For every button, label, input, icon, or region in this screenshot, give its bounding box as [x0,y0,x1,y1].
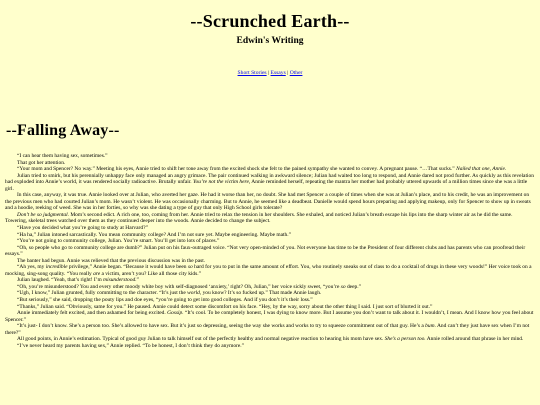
story-text: The banter had begun. Annie was relieved that the previous discussion was in the past. [17,257,206,264]
story-text: deep.” [345,283,361,290]
story-text: “You’re not going to community college, Julian. You’re smart. You’ll get into lots of places.” [17,238,220,245]
story-paragraph [5,264,534,277]
story-text: “Ah yes, my [17,264,46,271]
story-text: All good points, in Annie’s estimation. Typical of good guy Julian to talk himself out of the perfectly healthy and normal negative reaction to hearing his mom have sex. [17,336,385,343]
story-text: privilege,” Annie began. “Because it would have been [67,264,188,271]
story-italic-text: Nailed that one, Annie. [456,166,507,173]
story-text: “Have you decided what you’re going to study at Harvard?” [17,225,148,232]
story-text: “Ha ha,” Julian intoned sarcastically. You mean community college? And I’m not sure yet. Maybe engineering. Maybe math.” [17,231,292,238]
story-italic-text: bum [425,323,435,330]
nav-separator: | [285,70,290,76]
story-text: .” [135,277,139,284]
story-text: a victim, aren’t you? Like all those city kids.” [100,270,202,277]
site-title: --Scrunched Earth-- [190,11,350,31]
story-italic-text: misunderstood [103,277,136,284]
story-text: “I can hear them having sex, sometimes.” [17,153,108,159]
story-italic-text: You’re not the victim here, [193,179,251,186]
story-italic-text: She’s a person too. [384,336,426,343]
nav-separator: | [266,70,271,76]
story-text: Annie reminded herself, repeating the mantra her mother had probably uttered upwards of a million times since she was a little girl. [5,179,528,192]
story-text: In this case, anyway, it was true. Annie looked over at Julian, who averted her gaze. He had it worse than her, no doubt. She had met Spencer a couple of times when she was at Julian’s place, and to his credit, he was an improvement on the previous men who had courted Julian’s mom. He wasn’t violent. He was occasionally charming. But to Annie, he seemed like a deadbeat. Danielle would spend hours preparing and applying makeup, only for Spencer to show up in sweats and a hoodie, reeking of weed. She was in her forties, so why was she dating a type of guy that only High School girls tolerate? [5,192,531,212]
story-italic-text: Gossip. [167,310,184,317]
nav-link-short-stories[interactable]: Short Stories [237,70,267,76]
story-italic-text: so [187,264,193,271]
story-italic-text: Don’t be so judgmental. [17,211,69,218]
story-italic-text: so [340,283,346,290]
story-text: Julian laughed. “Yeah, that’s right! I’m [17,277,104,284]
story-paragraph [5,310,534,323]
story-text: hard for you to put in the same amount of effort. You, who routinely sneaks out of class to do a cocktail of drugs in these very woods!” Her voice took on a mocking, sing-song quality. “You really [5,264,532,277]
story-text: “I’ve never heard my parents having sex,” Annie replied. “To be honest, I don’t think they do anymore.” [17,342,245,349]
story-text: “Thanks,” Julian said. “Obviously, same for you.” He paused. Annie could detect some discomfort on his face. “Hey, by the way, sorry about the other thing I said. I just sort of blurted it out.” [17,303,433,310]
story-text: “Ugh, I know,” Julian grunted, fully committing to the character. “It’s just the [17,290,188,297]
story-text: Annie rolled around that phrase in her mind. [425,336,524,343]
story-text: Mom’s second edict. A rich one, too, coming from her. Annie tried to relax the tension in her shoulders. She exhaled, and noticed Julian’s breath escape his lips into the sharp winter air as he did the same. Towering, skeletal trees watched over them as they continued deeper into the woods. Annie decided to change the subject. [5,211,513,225]
story-text: “Oh, so people who go to community college are dumb?” Julian put on his faux-outraged voice. “Not very open-minded of you. Not everyone has time to be the President of four different clubs and has parents who can proofread their essays.” [5,244,526,258]
story-italic-text: world [187,290,200,297]
story-text: Annie immediately felt excited, and then ashamed for being excited. [17,310,168,317]
site-nav [0,70,540,77]
story-paragraph [5,343,534,350]
story-paragraph [5,245,534,258]
story-italic-text: incredible [45,264,68,271]
story-text: “But seriously,” she said, dropping the pouty lips and doe eyes, “you’re going to get into good colleges. And if you don’t it’s their loss.” [17,297,313,304]
story-text: . And can’t they just have sex when I’m not there?” [5,323,530,336]
story-paragraph [5,173,534,193]
story-title: --Falling Away-- [6,122,120,139]
nav-link-essays[interactable]: Essays [270,70,286,76]
story-text: “It’s just- I don’t know. She’s a person too. She’s allowed to have sex. But it’s just so depressing, seeing the way she works and works to try to squeeze commitment out of that guy. He’s a [17,323,426,330]
story-paragraph [5,212,534,225]
story-text: That got her attention. [17,159,66,166]
story-paragraph [5,323,534,336]
story-text: Julian tried to smirk, but his perennially unhappy face only managed an angry grimace. The pair continued walking in awkward silence; Julian had waited too long to respond, and Annie dared not prod further. As quickly as this revelation had exploded into Annie’s world, it was rendered socially radioactive. Brutally unfair. [5,172,534,186]
story-text: , you know? It’s so fucked up.” That made Annie laugh. [199,290,322,297]
story-text: “Oh, you’re misunderstood? You and every other moody white boy with self-diagnosed ‘anxiety,’ right? Oh, Julian,” her voice sickly sweet, “you’re [17,283,341,290]
story-body [5,153,534,349]
story-paragraph [5,192,534,212]
story-text: “It’s cool. To be completely honest, I was dying to know more. But I assume you don’t want to talk about it. I wouldn’t, I mean. And I know how you feel about Spencer.” [5,310,534,323]
story-text: “Your mom and Spencer? No way.” Meeting his eyes, Annie tried to shift her tone away from the excited shock she felt to the pained sympathy she wanted to convey. A pregnant pause. “…That sucks.” [17,166,457,173]
nav-link-other[interactable]: Other [289,70,303,76]
story-italic-text: are [93,270,101,277]
site-subtitle: Edwin's Writing [236,36,304,46]
